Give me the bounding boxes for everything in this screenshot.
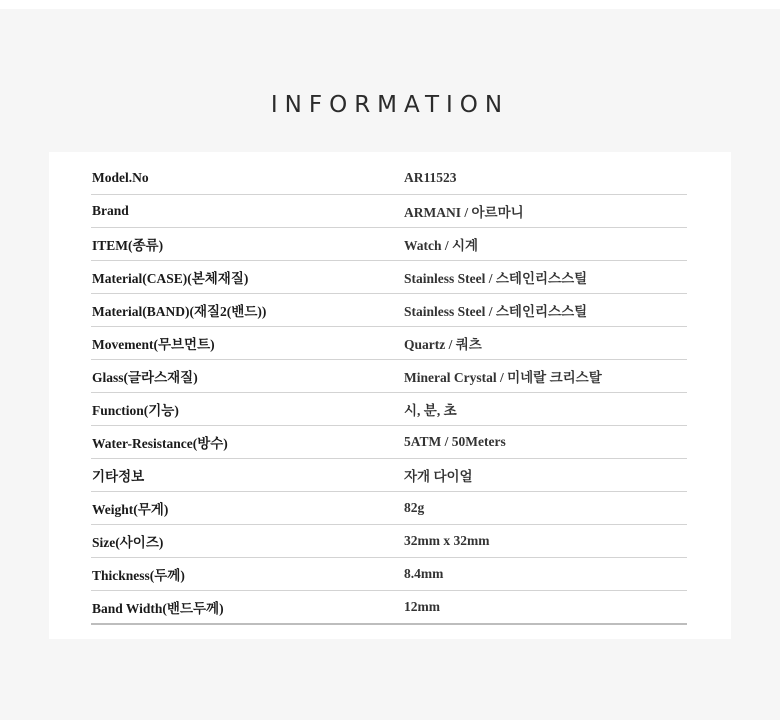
spec-row-material-case bbox=[91, 261, 687, 294]
spec-label: Brand bbox=[92, 203, 129, 218]
spec-value: Watch / 시계 bbox=[404, 238, 479, 253]
spec-value: Quartz / 쿼츠 bbox=[404, 337, 482, 352]
spec-value: Stainless Steel / 스테인리스스틸 bbox=[404, 304, 588, 319]
spec-value: Stainless Steel / 스테인리스스틸 bbox=[404, 271, 588, 286]
page-background bbox=[0, 9, 780, 720]
spec-label: Water-Resistance(방수) bbox=[92, 436, 228, 451]
spec-table bbox=[91, 162, 687, 625]
spec-card bbox=[49, 152, 731, 639]
spec-value: 시, 분, 초 bbox=[404, 403, 457, 418]
spec-label: Size(사이즈) bbox=[92, 535, 164, 550]
spec-row-function bbox=[91, 393, 687, 426]
spec-value: Mineral Crystal / 미네랄 크리스탈 bbox=[404, 370, 602, 385]
spec-row-other-info bbox=[91, 459, 687, 492]
spec-label: Glass(글라스재질) bbox=[92, 370, 198, 385]
spec-value: 82g bbox=[404, 500, 425, 515]
spec-value: 자개 다이얼 bbox=[404, 469, 473, 484]
spec-row-movement bbox=[91, 327, 687, 360]
spec-value: AR11523 bbox=[404, 170, 457, 185]
spec-row-size bbox=[91, 525, 687, 558]
spec-row-band-width bbox=[91, 591, 687, 625]
spec-row-brand bbox=[91, 195, 687, 228]
spec-label: Thickness(두께) bbox=[92, 568, 185, 583]
spec-value: ARMANI / 아르마니 bbox=[404, 205, 524, 220]
spec-row-thickness bbox=[91, 558, 687, 591]
spec-row-model-no bbox=[91, 162, 687, 195]
spec-label: Movement(무브먼트) bbox=[92, 337, 215, 352]
spec-value: 32mm x 32mm bbox=[404, 533, 490, 548]
spec-row-weight bbox=[91, 492, 687, 525]
spec-label: Material(BAND)(재질2(밴드)) bbox=[92, 304, 267, 319]
spec-label: Model.No bbox=[92, 170, 149, 185]
spec-label: Material(CASE)(본체재질) bbox=[92, 271, 249, 286]
spec-value: 5ATM / 50Meters bbox=[404, 434, 506, 449]
spec-row-water-resistance bbox=[91, 426, 687, 459]
spec-row-item bbox=[91, 228, 687, 261]
spec-label: ITEM(종류) bbox=[92, 238, 164, 253]
spec-value: 12mm bbox=[404, 599, 440, 614]
spec-label: Weight(무게) bbox=[92, 502, 169, 517]
spec-label: Function(기능) bbox=[92, 403, 179, 418]
spec-row-glass bbox=[91, 360, 687, 393]
spec-row-material-band bbox=[91, 294, 687, 327]
spec-label: 기타정보 bbox=[92, 469, 145, 484]
spec-value: 8.4mm bbox=[404, 566, 444, 581]
page-title: INFORMATION bbox=[270, 92, 510, 118]
spec-label: Band Width(밴드두께) bbox=[92, 601, 224, 616]
